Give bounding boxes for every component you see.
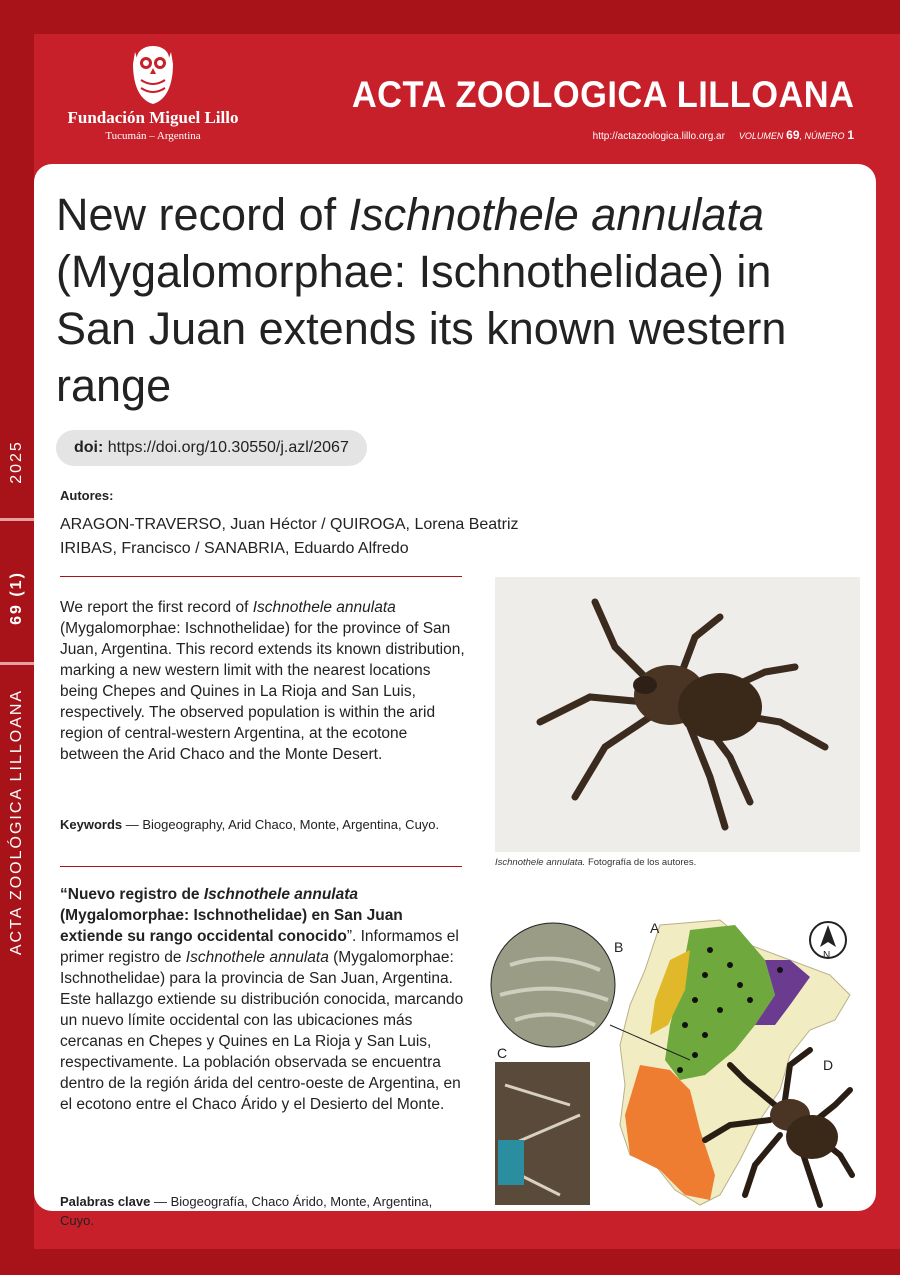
article-title: New record of Ischnothele annulata (Mygalomorphae: Ischnothelidae) in San Juan extends its known western range [56, 189, 787, 411]
north-label: N [823, 950, 831, 961]
figure-label-d: D [823, 1057, 834, 1073]
figure-label-c: C [497, 1045, 508, 1061]
journal-title: ACTA ZOOLOGICA LILLOANA [351, 74, 854, 115]
spider-photo [495, 577, 860, 852]
volume-label: VOLUMEN [738, 131, 784, 141]
doi-label: doi: [74, 439, 104, 456]
issue-number: 1 [847, 128, 854, 142]
journal-url[interactable]: http://actazoologica.lillo.org.ar [592, 131, 725, 142]
foundation-place: Tucumán – Argentina [105, 130, 201, 142]
authors-line: ARAGON-TRAVERSO, Juan Héctor / QUIROGA, Lorena Beatriz [60, 516, 519, 533]
divider [60, 866, 462, 867]
sidebar-journal: ACTA ZOOLÓGICA LILLOANA [8, 688, 25, 956]
abstract: We report the first record of Ischnothele annulata (Mygalomorphae: Ischnothelidae) for the province of San Juan, Argentina. This record extends its known distribution, marking a new western limit with the nearest locations being Chepes and Quines in La Rioja and San Luis, respectively. The observed population is within the arid region of central-western Argentina, at the ecotone between the Arid Chaco and the Monte Desert. [60, 599, 465, 763]
authors-line: IRIBAS, Francisco / SANABRIA, Eduardo Alfredo [60, 540, 409, 557]
sidebar-divider [0, 518, 34, 521]
volume-number: 69 [786, 128, 800, 142]
foundation-logo [58, 44, 248, 154]
sidebar-year: 2025 [8, 440, 25, 484]
journal-meta: http://actazoologica.lillo.org.ar VOLUMEN 69, NÚMERO 1 [592, 128, 854, 142]
number-label: NÚMERO [804, 131, 845, 141]
keywords: Keywords — Biogeography, Arid Chaco, Monte, Argentina, Cuyo. [60, 817, 440, 832]
figure-label-b: B [614, 939, 624, 955]
doi-badge[interactable] [56, 430, 367, 466]
divider [60, 576, 462, 577]
authors-list [60, 513, 519, 561]
spanish-keywords: Palabras clave — Biogeografía, Chaco Árido, Monte, Argentina, Cuyo. [60, 1194, 433, 1228]
spider-illustration [495, 577, 860, 852]
sidebar-divider [0, 662, 34, 665]
photo-caption: Ischnothele annulata. Fotografía de los autores. [495, 857, 697, 868]
distribution-figure [490, 915, 860, 1210]
sidebar [0, 420, 34, 980]
distribution-map [490, 915, 860, 1210]
authors-label: Autores: [60, 488, 114, 503]
sidebar-issue: 69 (1) [8, 571, 25, 625]
foundation-name: Fundación Miguel Lillo [67, 108, 239, 127]
owl-icon [131, 44, 175, 106]
spanish-abstract: “Nuevo registro de Ischnothele annulata (Mygalomorphae: Ischnothelidae) en San Juan extiende su rango occidental conocido”. Informamos el primer registro de Ischnothele annulata (Mygalomorphae: Ischnothelidae) para la provincia de San Juan, Argentina. Este hallazgo extiende su distribución conocida, marcando un nuevo límite occidental con las ubicaciones más cercanas en Chepes y Quines en La Rioja y San Luis, respectivamente. La población observada se encuentra dentro de la región árida del centro-oeste de Argentina, en el ecotono entre el Chaco Árido y el Desierto del Monte. [60, 886, 464, 1113]
figure-label-a: A [650, 920, 660, 936]
doi-link[interactable]: https://doi.org/10.30550/j.azl/2067 [107, 439, 349, 456]
